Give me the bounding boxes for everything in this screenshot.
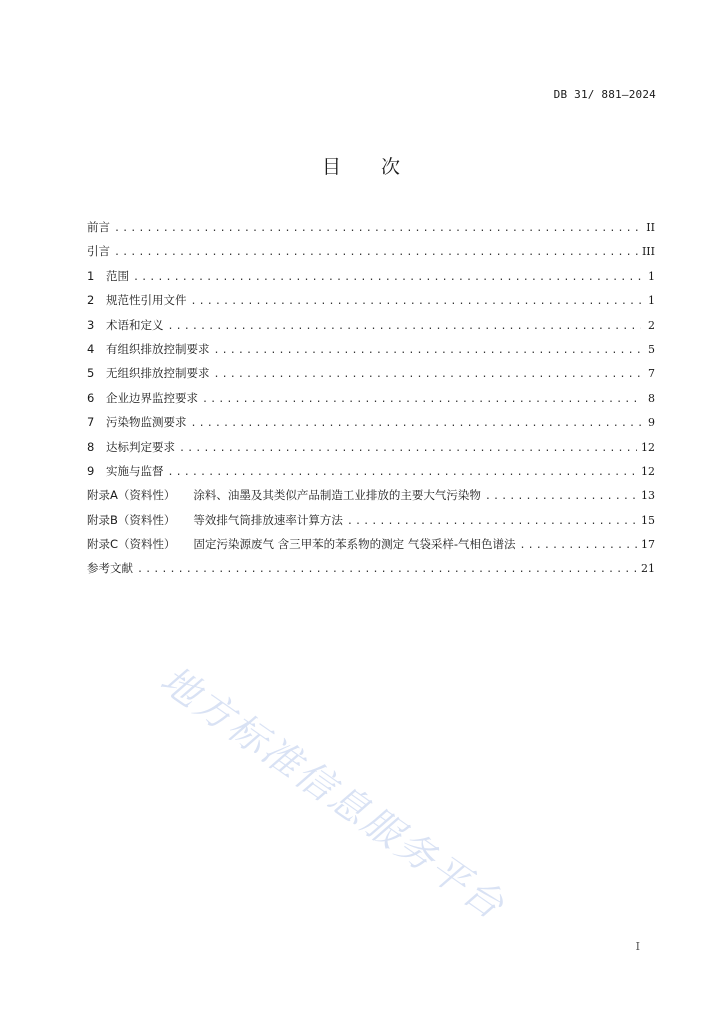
toc-leader-dots [168,467,638,478]
toc-entry-title: 规范性引用文件 [106,293,187,308]
toc-entry-title: 固定污染源废气 含三甲苯的苯系物的测定 气袋采样-气相色谱法 [193,537,516,552]
toc-leader-dots [133,272,641,283]
toc-entry-page: 8 [648,391,655,405]
toc-entry-page: II [646,221,655,234]
toc-entry-implementation[interactable] [87,463,655,487]
document-code: DB 31/ 881—2024 [553,88,656,101]
toc-entry-terms-definitions[interactable] [87,317,655,341]
toc-entry-number: 2 [87,293,95,308]
toc-entry-title: 实施与监督 [106,463,164,478]
toc-entry-fugitive-emission[interactable] [87,365,655,389]
toc-entry-number: 8 [87,439,95,454]
toc-entry-bibliography[interactable] [87,560,655,584]
toc-entry-organized-emission[interactable] [87,341,655,365]
toc-entry-number: 1 [87,268,95,283]
toc-leader-dots [485,491,637,502]
toc-entry-introduction[interactable] [87,243,655,267]
toc-entry-title: 引言 [87,244,110,259]
toc-entry-title: 无组织排放控制要求 [106,366,210,381]
toc-leader-dots [520,540,638,551]
toc-entry-page: 15 [641,513,655,527]
toc-leader-dots [168,321,642,332]
toc-entry-scope[interactable] [87,268,655,292]
toc-leader-dots [191,296,642,307]
toc-entry-number: 4 [87,341,95,356]
toc-entry-appendix-label: 附录C（资料性） [87,537,176,552]
page-title [0,152,724,179]
toc-entry-page: III [641,245,655,259]
toc-entry-number: 3 [87,317,95,332]
toc-entry-appendix-c[interactable] [87,536,655,560]
page-title-char-2: 次 [381,156,403,178]
toc-leader-dots [214,345,642,356]
toc-entry-page: 5 [648,342,655,356]
toc-entry-title: 等效排气筒排放速率计算方法 [193,512,343,527]
toc-entry-page: 12 [641,464,655,478]
toc-leader-dots [214,369,642,380]
toc-entry-page: 7 [648,367,655,381]
toc-entry-title: 参考文献 [87,561,133,576]
toc-entry-appendix-label: 附录A（资料性） [87,488,176,503]
watermark: 地方标准信息服务平台 [152,657,514,929]
toc-entry-appendix-b[interactable] [87,512,655,536]
toc-entry-pollutant-monitoring[interactable] [87,414,655,438]
toc-entry-page: 1 [648,294,655,308]
toc-leader-dots [191,418,642,429]
toc-leader-dots [114,247,638,258]
toc-entry-title: 企业边界监控要求 [106,390,198,405]
toc-entry-page: 17 [641,538,655,552]
toc-entry-appendix-label: 附录B（资料性） [87,512,176,527]
toc-entry-title: 达标判定要求 [106,439,175,454]
toc-entry-page: 21 [641,562,655,576]
toc-leader-dots [202,394,641,405]
table-of-contents [87,219,655,585]
toc-entry-page: 12 [641,440,655,454]
toc-leader-dots [137,564,637,575]
toc-entry-page: 1 [648,269,655,283]
toc-entry-title: 前言 [87,220,110,234]
toc-leader-dots [347,516,637,527]
toc-entry-title: 涂料、油墨及其类似产品制造工业排放的主要大气污染物 [193,488,481,503]
toc-entry-title: 术语和定义 [106,317,164,332]
toc-entry-normative-references[interactable] [87,292,655,316]
toc-leader-dots [114,223,641,234]
toc-entry-number: 5 [87,366,95,381]
toc-entry-boundary-monitoring[interactable] [87,390,655,414]
toc-entry-page: 9 [648,416,655,430]
toc-entry-compliance-judgment[interactable] [87,439,655,463]
toc-entry-appendix-a[interactable] [87,487,655,511]
toc-leader-dots [179,443,637,454]
toc-entry-foreword[interactable] [87,219,655,243]
toc-entry-number: 7 [87,415,95,430]
toc-entry-page: 13 [641,489,655,503]
toc-entry-title: 有组织排放控制要求 [106,341,210,356]
page-title-char-1: 目 [321,156,343,178]
toc-entry-title: 污染物监测要求 [106,415,187,430]
toc-entry-title: 范围 [106,268,129,283]
toc-entry-number: 9 [87,463,95,478]
page-number: I [635,940,640,953]
toc-entry-page: 2 [648,318,655,332]
toc-entry-number: 6 [87,390,95,405]
